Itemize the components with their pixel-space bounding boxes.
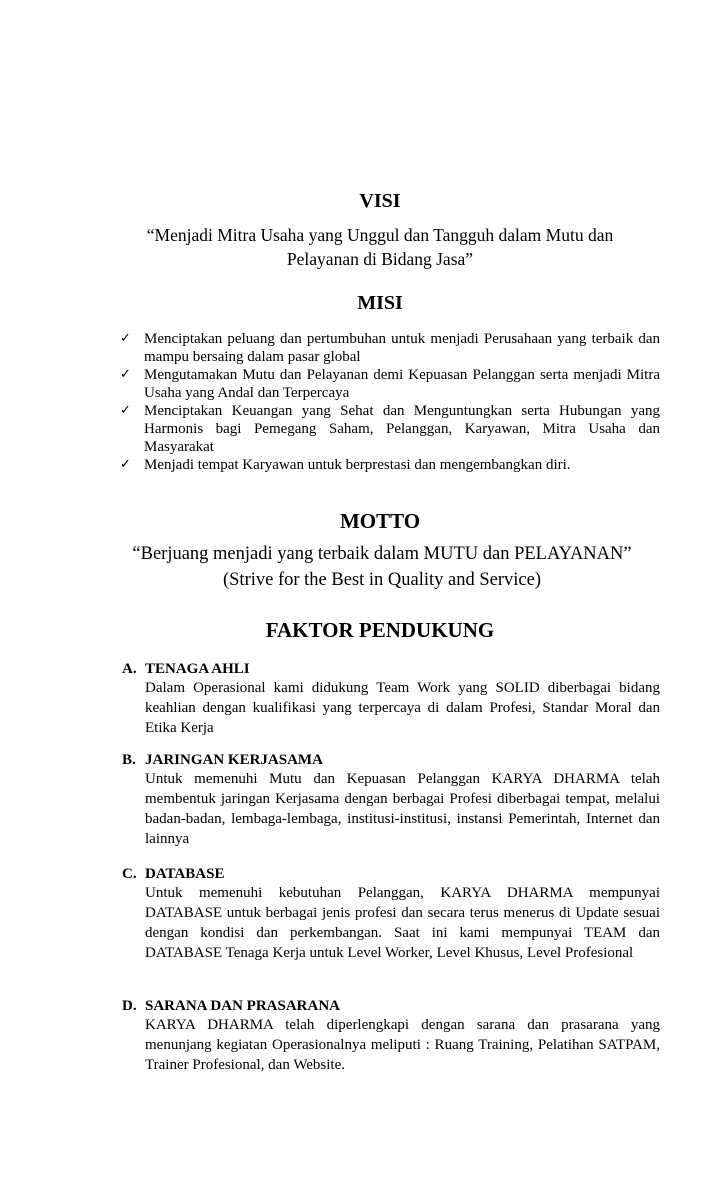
faktor-letter: C. (122, 866, 137, 882)
visi-statement (104, 223, 656, 271)
visi-line-1: “Menjadi Mitra Usaha yang Unggul dan Tangguh dalam Mutu dan (146, 225, 614, 245)
faktor-section-jaringan-kerjasama (122, 751, 660, 849)
faktor-title (122, 865, 660, 883)
faktor-title-text: JARINGAN KERJASAMA (145, 752, 323, 768)
faktor-letter: A. (122, 661, 137, 677)
faktor-title-text: TENAGA AHLI (145, 661, 250, 677)
checkmark-icon: ✓ (120, 403, 131, 418)
misi-item (118, 330, 660, 366)
checkmark-icon: ✓ (120, 457, 131, 472)
misi-list (118, 330, 660, 474)
faktor-title (122, 751, 660, 769)
checkmark-icon: ✓ (120, 331, 131, 346)
faktor-body: Dalam Operasional kami didukung Team Work yang SOLID diberbagai bidang keahlian dengan kualifikasi yang terpercaya di dalam Profesi, Standar Moral dan Etika Kerja (145, 680, 660, 736)
visi-line-2: Pelayanan di Bidang Jasa” (286, 249, 474, 269)
faktor-title-text: DATABASE (145, 866, 225, 882)
faktor-body: Untuk memenuhi Mutu dan Kepuasan Pelanggan KARYA DHARMA telah membentuk jaringan Kerjasama dengan berbagai Profesi diberbagai tempat, melalui badan-badan, lembaga-lembaga, institusi-institusi, instansi Pemerintah, Internet dan lainnya (145, 771, 660, 847)
faktor-title (122, 997, 660, 1015)
faktor-section-sarana-prasarana (122, 997, 660, 1075)
motto-line-1: “Berjuang menjadi yang terbaik dalam MUTU dan PELAYANAN” (132, 544, 632, 564)
misi-item (118, 402, 660, 456)
misi-item-text: Menciptakan peluang dan pertumbuhan untuk menjadi Perusahaan yang terbaik dan mampu bersaing dalam pasar global (144, 331, 660, 365)
checkmark-icon: ✓ (120, 367, 131, 382)
motto-line-2: (Strive for the Best in Quality and Service) (222, 570, 541, 590)
motto-heading: MOTTO (339, 509, 421, 533)
misi-item (118, 366, 660, 402)
faktor-heading: FAKTOR PENDUKUNG (265, 618, 495, 642)
faktor-letter: B. (122, 752, 136, 768)
faktor-section-database (122, 865, 660, 963)
faktor-letter: D. (122, 998, 137, 1014)
misi-item-text: Menciptakan Keuangan yang Sehat dan Menguntungkan serta Hubungan yang Harmonis bagi Pemegang Saham, Pelanggan, Karyawan, Mitra Usaha dan Masyarakat (144, 403, 660, 455)
misi-item-text: Mengutamakan Mutu dan Pelayanan demi Kepuasan Pelanggan serta menjadi Mitra Usaha yang Andal dan Terpercaya (144, 367, 660, 401)
motto-statement (100, 541, 664, 593)
faktor-section-tenaga-ahli (122, 660, 660, 738)
visi-heading: VISI (359, 190, 401, 212)
faktor-body: KARYA DHARMA telah diperlengkapi dengan sarana dan prasarana yang menunjang kegiatan Operasionalnya meliputi : Ruang Training, Pelatihan SATPAM, Trainer Profesional, dan Website. (145, 1017, 660, 1073)
misi-heading: MISI (357, 292, 403, 314)
misi-item-text: Menjadi tempat Karyawan untuk berprestasi dan mengembangkan diri. (144, 457, 571, 473)
faktor-title-text: SARANA DAN PRASARANA (145, 998, 341, 1014)
faktor-title (122, 660, 660, 678)
faktor-body: Untuk memenuhi kebutuhan Pelanggan, KARYA DHARMA mempunyai DATABASE untuk berbagai jenis profesi dan secara terus menerus di Update sesuai dengan kondisi dan perkembangan. Saat ini kami mempunyai TEAM dan DATABASE Tenaga Kerja untuk Level Worker, Level Khusus, Level Profesional (145, 885, 660, 961)
misi-item (118, 456, 660, 474)
